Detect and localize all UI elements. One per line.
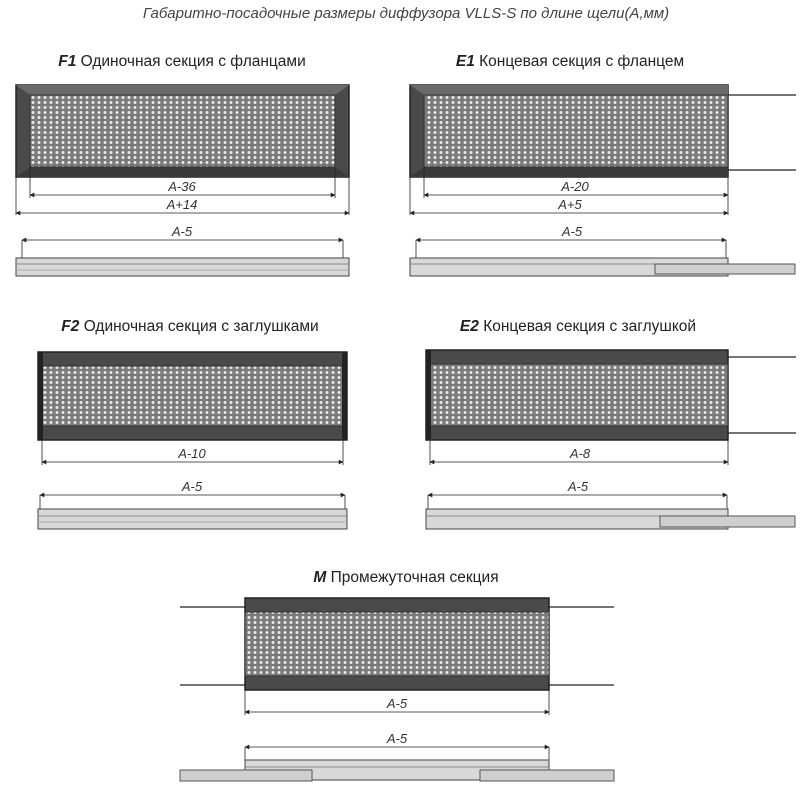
section-f2-code: F2 <box>61 318 80 335</box>
section-e2-title <box>460 318 696 335</box>
section-e2-dimensions <box>430 440 728 465</box>
section-e1-front-view <box>410 85 796 177</box>
section-m-dim-side: A-5 <box>386 731 408 746</box>
section-f1-name: Одиночная секция с фланцами <box>80 53 306 70</box>
section-m-name: Промежуточная секция <box>330 569 499 586</box>
section-e1-title <box>456 53 684 70</box>
section-f2-dim-main: A-10 <box>178 446 206 461</box>
section-e2-side-view <box>426 479 795 529</box>
section-e2-name: Концевая секция с заглушкой <box>483 318 697 335</box>
section-f1-dim-side: A-5 <box>171 224 193 239</box>
section-e2-dim-main: A-8 <box>569 446 591 461</box>
section-f1-dim-inner: A-36 <box>168 179 196 194</box>
section-e1-side-view <box>410 224 795 276</box>
section-e1-dim-side: A-5 <box>561 224 583 239</box>
section-m-front-view <box>180 598 614 690</box>
section-f2-dim-side: A-5 <box>181 479 203 494</box>
section-f2-dimensions <box>42 440 343 465</box>
section-e1-dim-outer: A+5 <box>558 197 582 212</box>
section-f2-front-view <box>38 352 347 440</box>
section-f1-front-view <box>16 85 349 177</box>
section-f2-title <box>61 318 318 335</box>
section-e2-dim-side: A-5 <box>567 479 589 494</box>
section-f2-name: Одиночная секция с заглушками <box>83 318 319 335</box>
section-e2-front-view <box>426 350 796 440</box>
section-m-dimensions <box>245 690 549 715</box>
section-e1-dim-inner: A-20 <box>561 179 589 194</box>
section-e1-code: E1 <box>455 53 475 70</box>
main-title: Габаритно-посадочные размеры диффузора VLLS-S по длине щели(А,мм) <box>142 5 670 22</box>
section-f1-code: F1 <box>58 53 77 70</box>
section-f2-side-view <box>38 479 347 529</box>
section-f1-side-view <box>16 224 349 276</box>
section-e1-name: Концевая секция с фланцем <box>479 53 685 70</box>
section-m-dim-main: A-5 <box>386 696 408 711</box>
section-m-side-view <box>180 731 614 781</box>
section-f1-title <box>58 53 306 70</box>
section-e2-code: E2 <box>459 318 479 335</box>
section-f1-dim-outer: A+14 <box>166 197 198 212</box>
section-m-title <box>313 569 498 586</box>
section-m-code: M <box>313 569 327 586</box>
